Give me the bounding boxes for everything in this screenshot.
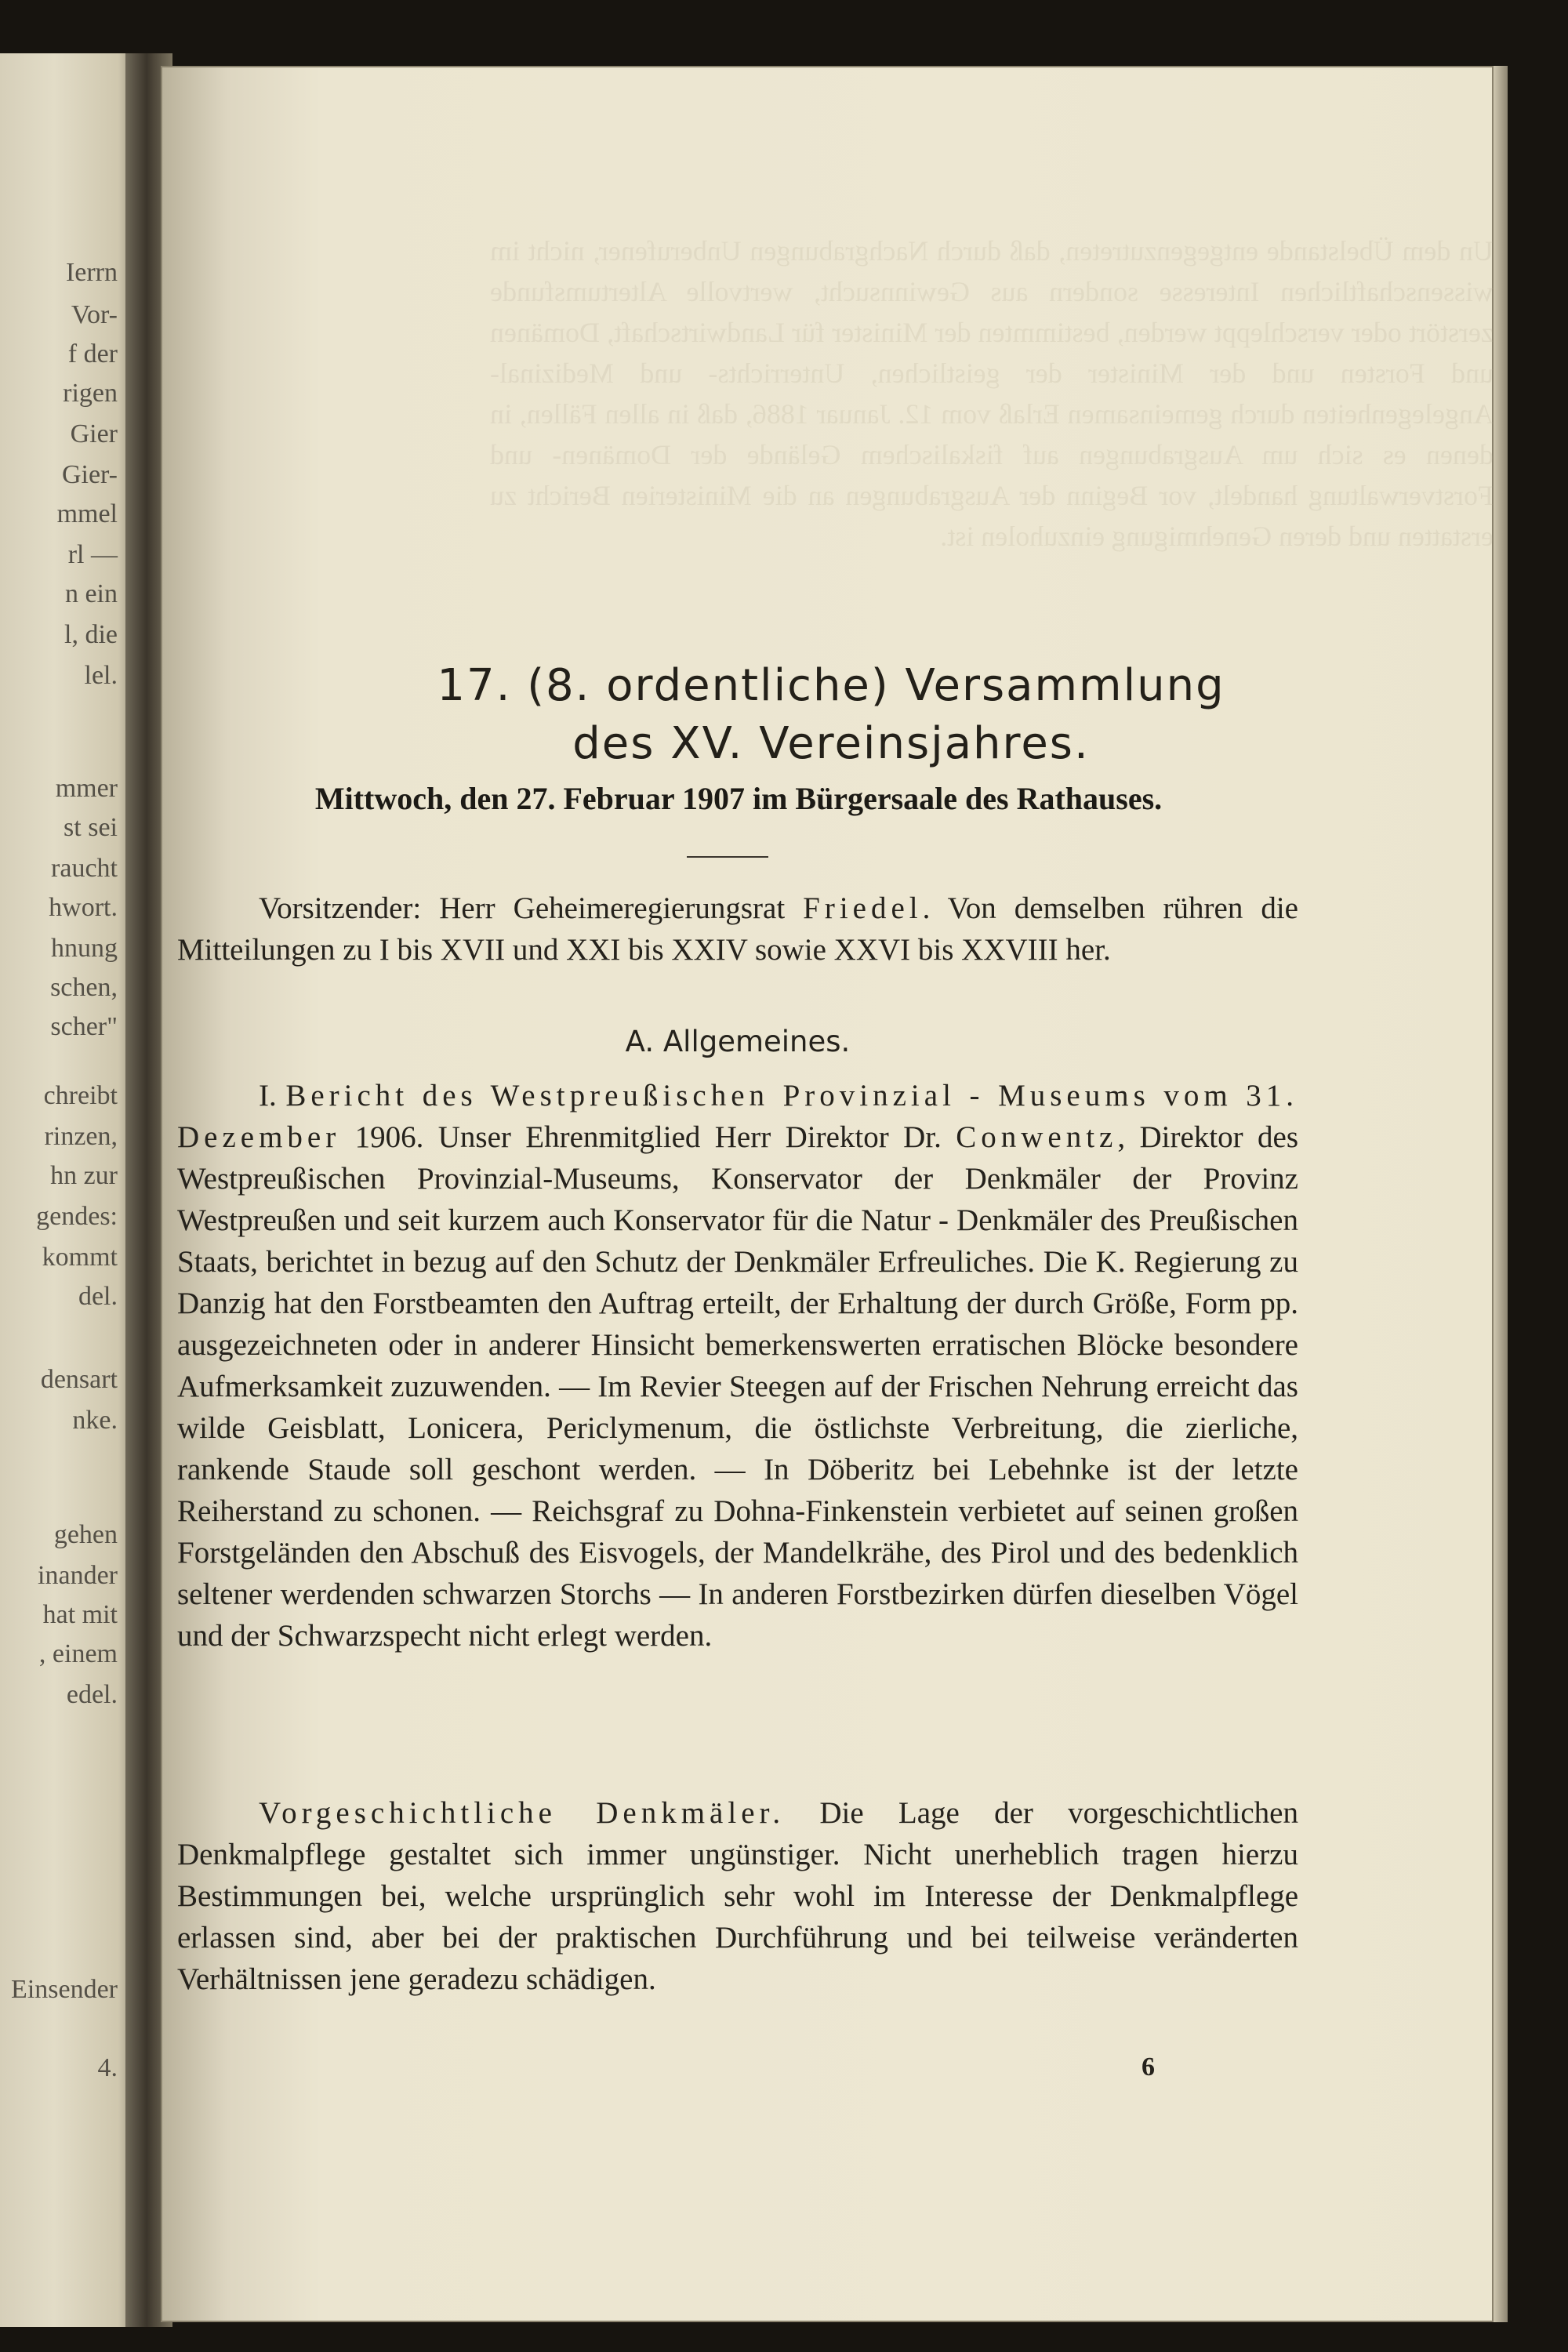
left-page-line: nke. [72,1406,118,1435]
left-page-line: Vor- [71,300,118,329]
report-text-body: , Direktor des Westpreußischen Provinzial-Museums, Konservator der Denkmäler der Provinz Westpreußen und seit kurzem auch Konservator für die Natur - Denkmäler des Preußischen Staats, berichtet in bezug auf den Schutz der Denkmäler Erfreuliches. Die K. Regierung zu Danzig hat den Forstbeamten den Auftrag erteilt, der Erhaltung der durch Größe, Form pp. ausgezeichneten oder in anderer Hinsicht bemerkenswerten erratischen Blöcke besondere Aufmerksamkeit zuzuwenden. — Im Revier Steegen auf der Frischen Nehrung erreicht das wilde Geisblatt, Lonicera, Periclymenum, die östlichste Verbreitung, die zierliche, rankende Staude soll geschont werden. — In Döberitz bei Lebehnke ist der letzte Reiherstand zu schonen. — Reichsgraf zu Dohna-Finkenstein verbietet auf seinen großen Forstgeländen den Abschuß des Eisvogels, der Mandelkrähe, des Pirol und des bedenklich seltener werdenden schwarzen Storchs — In anderen Forstbezirken dürfen dieselben Vögel und der Schwarzspecht nicht erlegt werden. [177,1120,1298,1653]
left-page-line: densart [40,1365,118,1394]
left-page-line: Gier [70,419,118,448]
chair-text-start: Vorsitzender: Herr Geheimeregierungsrat [259,891,804,925]
left-page-line: chreibt [43,1081,118,1110]
left-page-line: rl — [67,540,118,569]
left-page-line: Ierrn [65,258,118,287]
left-page-line: edel. [66,1680,118,1709]
section-heading-general: A. Allgemeines. [625,1025,851,1058]
report-title: Bericht des Westpreußischen Provinzial - Museums vom 31. [285,1079,1298,1112]
left-page-line: scher" [50,1012,118,1041]
prehistoric-text: Die Lage der vorgeschichtlichen Denkmalpflege gestaltet sich immer ungünstiger. Nicht unerheblich tragen hierzu Bestimmungen bei, welche ursprünglich sehr wohl im Interesse der Denkmalpflege erlassen sind, aber bei der praktischen Durchführung und bei teilweise veränderten Verhältnissen jene geradezu schädigen. [177,1796,1298,1996]
chair-paragraph [177,887,1298,971]
page-edge [1494,66,1508,2322]
left-page-line: kommt [42,1243,118,1272]
left-page-fragment [0,53,135,2327]
meeting-title-line-2: des XV. Vereinsjahres. [572,718,1090,769]
prehistoric-monuments-paragraph [177,1792,1298,2000]
chair-name: Friedel [803,891,923,925]
left-page-line: f der [67,339,118,368]
left-page-line: st sei [64,813,118,842]
left-page-line: del. [78,1282,118,1311]
bleed-through-texture: Un dem Übelstande entgegenzutreten, daß durch Nachgrabungen Unberufener, nicht im wissenschaftlichen Interesse sondern aus Gewinnsucht, wertvolle Altertumsfunde zerstört oder verschleppt werden, bestimmten der Minister für Landwirtschaft, Domänen und Forsten und der Minister der geistlichen, Unterrichts- und Medizinal-Angelegenheiten durch gemeinsamen Erlaß vom 12. Januar 1886, daß in allen Fällen, in denen es sich um Ausgrabungen auf fiskalischem Gelände der Domänen- und Forstverwaltung handelt, vor Beginn der Ausgrabungen an die Ministerien Bericht zu erstatten und deren Genehmigung einzuholen ist. [490,235,1494,552]
museum-report-paragraph [177,1075,1298,1657]
left-page-line: lel. [84,661,118,690]
left-page-line: Gier- [61,460,118,489]
left-page-line: Einsender [11,1975,118,2004]
report-text-start: 1906. Unser Ehrenmitglied Herr Direktor Dr. [340,1120,956,1154]
page-number: 6 [1142,2053,1155,2082]
chair-text-end: . Von demselben rühren die Mitteilungen zu I bis XVII und XXI bis XXIV sowie XXVI bis XXVIII her. [177,891,1298,967]
left-page-line: inander [38,1561,118,1590]
left-page-line: gehen [53,1520,118,1549]
left-page-line: mmel [56,499,118,528]
left-page-line: 4. [97,2053,118,2082]
report-person-name: Conwentz [956,1120,1118,1154]
left-page-line: rinzen, [44,1122,118,1151]
left-page-line: l, die [64,620,118,649]
left-page-line: hat mit [42,1600,118,1629]
left-page-line: schen, [50,973,118,1002]
left-page-line: mmer [55,774,118,803]
left-page-line: raucht [51,854,118,883]
meeting-date-subtitle: Mittwoch, den 27. Februar 1907 im Bürgersaale des Rathauses. [314,781,1163,816]
left-page-line: , einem [38,1639,118,1668]
left-page-line: hn zur [50,1161,118,1190]
left-page-line: n ein [64,579,118,608]
report-numeral: I. [259,1079,277,1112]
report-date-word: Dezember [177,1120,341,1154]
separator-rule [687,856,768,858]
left-page-line: hnung [51,934,118,963]
meeting-title-line-1: 17. (8. ordentliche) Versammlung [437,660,1225,711]
left-page-line: rigen [63,379,118,408]
prehistoric-label: Vorgeschichtliche Denkmäler. [259,1796,786,1830]
left-page-line: hwort. [49,893,118,922]
left-page-line: gendes: [36,1202,118,1231]
